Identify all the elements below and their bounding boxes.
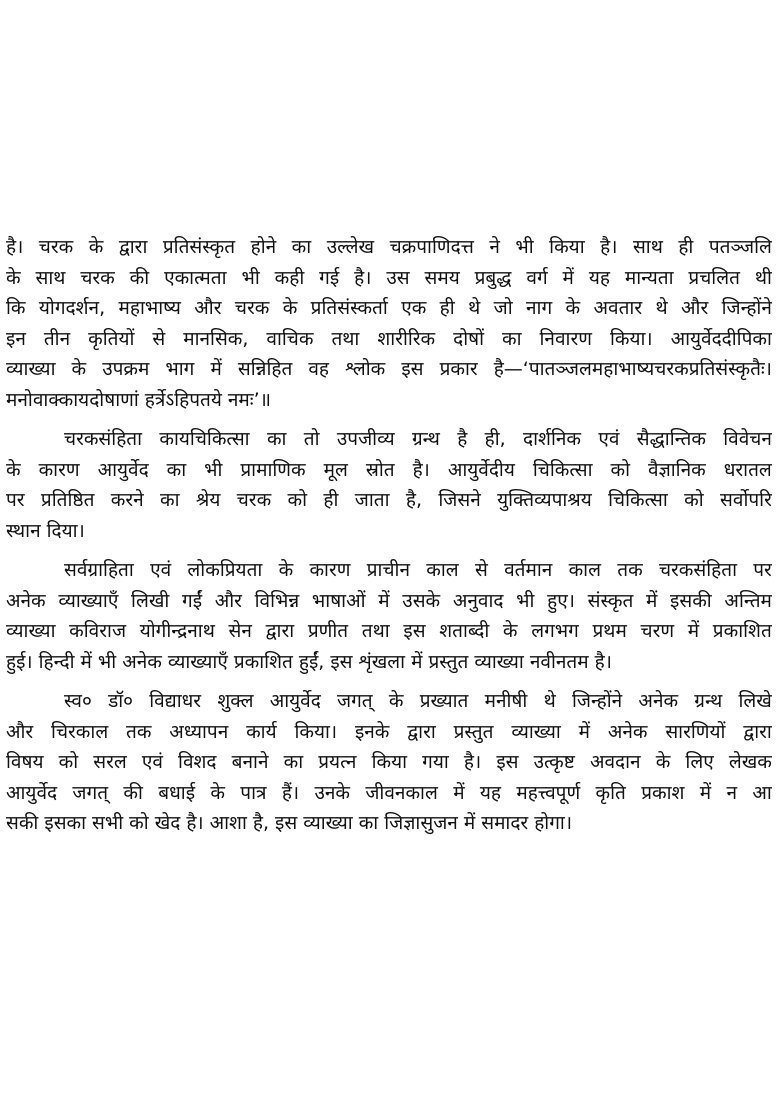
- word: एकात्मता: [164, 266, 227, 289]
- word: श्रेय: [195, 489, 221, 511]
- word: हर्त्रेऽहिपतये: [144, 388, 222, 411]
- word: के: [71, 358, 87, 380]
- word: चरकसंहिता: [64, 428, 143, 450]
- word: उसके: [402, 589, 441, 612]
- word: का: [291, 236, 312, 258]
- word: में: [562, 266, 574, 289]
- word: ने: [489, 236, 500, 258]
- word: मान्यता: [624, 266, 674, 289]
- word: प्रकाशित: [233, 650, 293, 673]
- word: में: [411, 650, 423, 673]
- word: भी: [516, 589, 535, 612]
- document-body: [6, 232, 772, 839]
- word: व्याख्याएँ: [167, 650, 228, 673]
- word: अनुवाद: [452, 589, 504, 612]
- word: है।: [412, 458, 430, 481]
- word: ही: [439, 297, 455, 319]
- word: में: [80, 650, 92, 673]
- word: ही: [323, 489, 339, 511]
- word: एक: [401, 297, 427, 319]
- word: कार्य: [246, 720, 277, 743]
- word: शुक्ल: [217, 690, 254, 712]
- word: साथ: [35, 266, 66, 289]
- word: है,: [252, 812, 270, 834]
- word: कारण: [309, 559, 351, 581]
- word: उनके: [314, 781, 350, 804]
- word: को: [610, 458, 631, 481]
- word: आयुर्वेदीय: [447, 458, 515, 481]
- word: में: [453, 781, 465, 804]
- word: निवारण: [539, 327, 592, 350]
- word: इनके: [354, 720, 390, 743]
- word: लिए: [685, 751, 714, 773]
- word: के: [388, 690, 404, 712]
- word: चरक: [236, 489, 272, 511]
- word: लिखे: [738, 690, 772, 712]
- word: प्रयत्न: [318, 751, 357, 773]
- word: इस: [401, 358, 424, 380]
- word: भी: [97, 650, 117, 673]
- word: चिकित्सा: [532, 458, 593, 481]
- word: में: [463, 812, 476, 834]
- word: इस: [496, 751, 519, 773]
- word: लगभग: [531, 620, 579, 642]
- word: उल्लेख: [326, 236, 375, 258]
- word: गईं: [182, 589, 203, 612]
- word: अन्तिम: [724, 589, 772, 612]
- word: तथा: [361, 620, 390, 642]
- word: व्याख्या: [6, 620, 56, 642]
- word: दिया।: [46, 519, 85, 542]
- word: है,: [405, 489, 422, 511]
- word: पात्र: [240, 781, 267, 804]
- word: से: [152, 327, 166, 350]
- word: यह: [479, 781, 501, 804]
- word: अवतार: [593, 297, 643, 319]
- word: ग्रन्थ: [694, 690, 723, 712]
- word: अवदान: [589, 751, 641, 773]
- word: प्रस्तुत: [453, 720, 494, 743]
- word: भी: [241, 266, 260, 289]
- word: अनेक: [6, 589, 46, 612]
- paragraph-gap: [6, 677, 772, 686]
- text-line: [6, 555, 772, 586]
- word: के: [655, 751, 671, 773]
- word: आ: [752, 781, 772, 804]
- word: प्रतिसंस्कृत: [162, 236, 236, 258]
- word: प्रणीत: [307, 620, 349, 642]
- word: विद्याधर: [149, 690, 202, 712]
- word: भी: [515, 236, 534, 258]
- word: बनाने: [231, 751, 269, 773]
- word: वर्ग: [526, 266, 548, 289]
- word: प्रकार: [439, 358, 478, 380]
- word: व्याख्याएँ: [58, 589, 119, 612]
- word: है।: [354, 266, 372, 289]
- word: चरकसंहिता: [658, 559, 737, 581]
- word: चिकित्सा: [608, 489, 668, 511]
- word: आयुर्वेद: [97, 458, 149, 481]
- word: के: [282, 297, 298, 319]
- word: पतञ्जलि: [708, 236, 772, 258]
- word: लिखी: [131, 589, 170, 612]
- word: को: [684, 489, 704, 511]
- word: में: [578, 720, 591, 743]
- text-line: [6, 516, 772, 547]
- word: सारणियों: [665, 720, 726, 743]
- word: समय: [424, 266, 460, 289]
- word: ग्रन्थ: [411, 428, 440, 450]
- word: कृति: [595, 781, 626, 804]
- word: अध्यापन: [169, 720, 229, 743]
- word: भी: [204, 458, 223, 481]
- word: स्थान: [6, 519, 41, 542]
- word: पर: [753, 559, 772, 581]
- word: शताब्दी: [439, 620, 490, 642]
- word: प्रतिष्ठित: [40, 489, 95, 511]
- word: वर्तमान: [504, 559, 553, 581]
- word: इस: [330, 650, 353, 673]
- word: की: [123, 781, 143, 804]
- text-line: [6, 293, 772, 324]
- word: द्वारा: [743, 720, 772, 743]
- word: व्याख्या: [6, 358, 56, 380]
- word: और: [194, 297, 222, 319]
- text-line: [6, 717, 772, 748]
- word: योगदर्शन,: [38, 297, 106, 319]
- word: स्रोत: [365, 458, 395, 481]
- word: प्रस्तुत: [428, 650, 469, 673]
- word: सेन: [228, 620, 252, 642]
- word: मनोवाक्कायदोषाणां: [6, 388, 139, 411]
- word: प्रकाश: [641, 781, 685, 804]
- word: के: [278, 559, 294, 581]
- word: ही: [678, 236, 694, 258]
- word: द्वारा: [265, 620, 295, 642]
- word: का: [266, 428, 287, 450]
- word: स्व०: [64, 690, 92, 712]
- word: जीवनकाल: [365, 781, 438, 804]
- word: विशद: [178, 751, 217, 773]
- word: में: [645, 589, 658, 612]
- word: जाता: [354, 489, 390, 511]
- word: की: [129, 266, 150, 289]
- word: के: [6, 458, 21, 481]
- text-line: [6, 686, 772, 717]
- word: के: [210, 781, 225, 804]
- word: व्याख्या: [303, 812, 353, 834]
- word: का: [502, 327, 522, 350]
- word: है।: [186, 812, 204, 834]
- word: जगत्: [337, 690, 373, 712]
- word: ही,: [484, 428, 506, 450]
- word: विभिन्न: [254, 589, 300, 612]
- word: श्लोक: [345, 358, 386, 380]
- text-line: [6, 586, 772, 617]
- word: का: [283, 751, 304, 773]
- text-line: [6, 778, 772, 809]
- word: इन: [6, 327, 26, 350]
- word: व्याख्या: [511, 720, 561, 743]
- word: द्वारा: [118, 236, 148, 258]
- word: मनीषी: [484, 690, 528, 712]
- word: मानसिक,: [183, 327, 249, 350]
- word: नमः’॥: [227, 388, 272, 411]
- text-line: [6, 354, 772, 385]
- word: तीन: [43, 327, 71, 350]
- paragraph: [6, 555, 772, 677]
- word: चिरकाल: [51, 720, 109, 743]
- word: समादर: [481, 812, 529, 834]
- text-line: [6, 647, 772, 678]
- word: चरक: [38, 236, 74, 258]
- word: कही: [274, 266, 305, 289]
- word: शारीरिक: [377, 327, 436, 350]
- word: का: [166, 458, 187, 481]
- word: जो: [493, 297, 513, 319]
- word: इस: [403, 620, 426, 642]
- paragraph: [6, 424, 772, 546]
- word: न: [726, 781, 738, 804]
- word: बधाई: [158, 781, 196, 804]
- paragraph-gap: [6, 415, 772, 424]
- paragraph: [6, 232, 772, 415]
- word: महत्त्वपूर्ण: [516, 781, 581, 804]
- word: साथ: [632, 236, 663, 258]
- word: उपजीव्य: [336, 428, 395, 450]
- word: द्वारा: [407, 720, 436, 743]
- word: यह: [588, 266, 610, 289]
- word: पर: [6, 489, 25, 511]
- word: है—‘पातञ्जलमहाभाष्यचरकप्रतिसंस्कृतैः।: [493, 358, 772, 380]
- word: संस्कृत: [587, 589, 634, 612]
- word: इस: [275, 812, 298, 834]
- word: तथा: [331, 327, 360, 350]
- word: खेद: [154, 812, 181, 834]
- word: का: [358, 812, 379, 834]
- text-line: [6, 324, 772, 355]
- word: एवं: [141, 751, 163, 773]
- word: दोषों: [453, 327, 485, 350]
- word: प्रकाशित: [712, 620, 772, 642]
- word: होगा।: [534, 812, 573, 834]
- word: सैद्धान्तिक: [636, 428, 706, 450]
- word: थे: [543, 690, 556, 712]
- word: किया: [549, 236, 585, 258]
- paragraph: [6, 686, 772, 839]
- word: लोकप्रियता: [187, 559, 263, 581]
- word: कि: [6, 297, 26, 319]
- word: किया: [371, 751, 408, 773]
- word: है।: [6, 236, 24, 258]
- word: कायचिकित्सा: [159, 428, 250, 450]
- word: हैं।: [281, 781, 300, 804]
- word: किया।: [294, 720, 338, 743]
- word: प्रामाणिक: [240, 458, 306, 481]
- word: जिज्ञासुजन: [384, 812, 458, 834]
- text-line: [6, 747, 772, 778]
- word: से: [474, 559, 488, 581]
- word: के: [565, 297, 581, 319]
- word: है: [457, 428, 468, 450]
- word: विवेचन: [723, 428, 772, 450]
- word: और: [214, 589, 242, 612]
- word: तक: [617, 559, 643, 581]
- word: जगत्: [72, 781, 109, 804]
- word: हुई।: [6, 650, 33, 673]
- word: तक: [126, 720, 152, 743]
- word: प्राचीन: [366, 559, 411, 581]
- word: में: [378, 589, 390, 612]
- word: को: [58, 751, 79, 773]
- word: उपक्रम: [102, 358, 150, 380]
- paragraph-gap: [6, 546, 772, 555]
- word: लेखक: [728, 751, 772, 773]
- word: सर्वग्राहिता: [64, 559, 134, 581]
- word: इसका: [44, 812, 87, 834]
- text-line: [6, 808, 772, 839]
- word: तो: [303, 428, 320, 450]
- word: प्रख्यात: [419, 690, 469, 712]
- word: सरल: [93, 751, 127, 773]
- word: जिन्होंने: [571, 690, 623, 712]
- word: गया: [422, 751, 449, 773]
- word: हिन्दी: [38, 650, 75, 673]
- text-line: [6, 485, 772, 516]
- word: थी: [754, 266, 772, 289]
- word: होने: [250, 236, 277, 258]
- word: दार्शनिक: [523, 428, 582, 450]
- word: चरक: [234, 297, 270, 319]
- word: आयुर्वेद: [6, 781, 58, 804]
- word: महाभाष्य: [118, 297, 181, 319]
- word: भाग: [165, 358, 195, 380]
- word: थे: [655, 297, 668, 319]
- word: वाचिक: [266, 327, 314, 350]
- word: कृतियों: [88, 327, 135, 350]
- word: प्रथम: [592, 620, 627, 642]
- text-line: [6, 455, 772, 486]
- word: शृंखला: [358, 650, 406, 673]
- word: सर्वोपरि: [720, 489, 772, 511]
- text-line: [6, 616, 772, 647]
- text-line: [6, 263, 772, 294]
- word: काल: [568, 559, 601, 581]
- word: सकी: [6, 812, 39, 834]
- word: अनेक: [122, 650, 162, 673]
- word: के: [6, 266, 21, 289]
- word: काल: [426, 559, 459, 581]
- word: में: [210, 358, 222, 380]
- word: उस: [386, 266, 410, 289]
- word: वह: [308, 358, 329, 380]
- word: को: [287, 489, 308, 511]
- word: नवीनतम: [529, 650, 589, 673]
- word: और: [681, 297, 709, 319]
- word: वैज्ञानिक: [648, 458, 706, 481]
- word: हुईं,: [298, 650, 325, 673]
- word: चक्रपाणिदत्त: [389, 236, 474, 258]
- word: है।: [463, 751, 482, 773]
- word: प्रबुद्ध: [474, 266, 512, 289]
- word: एवं: [150, 559, 172, 581]
- word: भाषाओं: [311, 589, 366, 612]
- word: जिसने: [438, 489, 481, 511]
- word: नाग: [526, 297, 553, 319]
- word: हुए।: [547, 589, 575, 612]
- word: कारण: [38, 458, 80, 481]
- word: धरातल: [723, 458, 772, 481]
- word: अनेक: [638, 690, 679, 712]
- word: चरक: [80, 266, 115, 289]
- word: है।: [594, 650, 612, 673]
- word: में: [699, 781, 712, 804]
- word: का: [160, 489, 180, 511]
- word: प्रचलित: [688, 266, 740, 289]
- word: विषय: [6, 751, 44, 773]
- word: व्याख्या: [474, 650, 524, 673]
- word: एवं: [598, 428, 620, 450]
- word: योगीन्द्रनाथ: [139, 620, 215, 642]
- word: आयुर्वेददीपिका: [670, 327, 772, 350]
- text-line: [6, 232, 772, 263]
- word: सभी: [92, 812, 124, 834]
- word: किया।: [609, 327, 653, 350]
- word: गई: [319, 266, 340, 289]
- word: प्रतिसंस्कर्ता: [310, 297, 388, 319]
- text-line: [6, 424, 772, 455]
- word: थे: [468, 297, 481, 319]
- word: आशा: [209, 812, 247, 834]
- word: सन्निहित: [237, 358, 293, 380]
- word: कविराज: [69, 620, 127, 642]
- word: और: [6, 720, 34, 743]
- word: में: [687, 620, 700, 642]
- word: डॉ०: [108, 690, 134, 712]
- word: आयुर्वेद: [269, 690, 321, 712]
- word: करने: [110, 489, 144, 511]
- word: के: [88, 236, 104, 258]
- word: है।: [600, 236, 618, 258]
- word: अनेक: [607, 720, 648, 743]
- word: इसकी: [670, 589, 712, 612]
- word: मूल: [323, 458, 348, 481]
- word: उत्कृष्ट: [533, 751, 575, 773]
- word: जिन्होंने: [721, 297, 772, 319]
- word: को: [129, 812, 149, 834]
- word: युक्तिव्यपाश्रय: [497, 489, 592, 511]
- word: चरण: [640, 620, 675, 642]
- word: के: [502, 620, 518, 642]
- text-line: [6, 385, 772, 416]
